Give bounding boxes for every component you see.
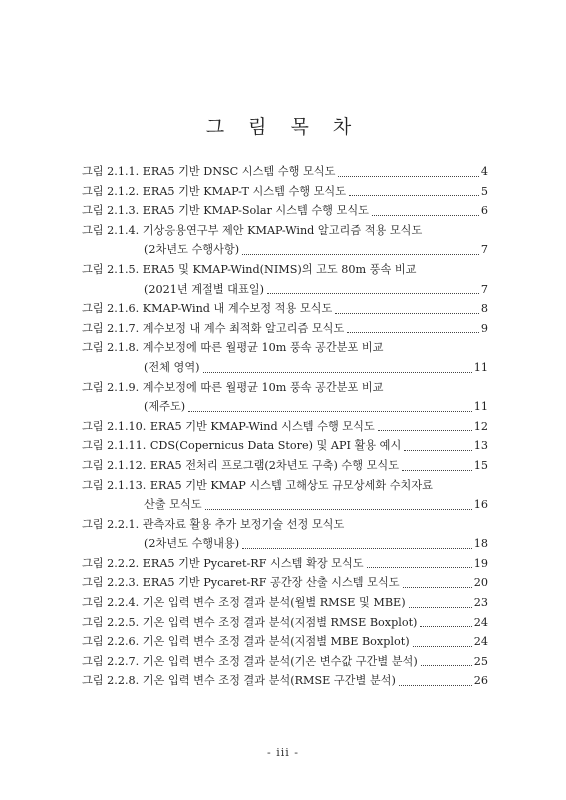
toc-entry-label: 그림 2.1.9. 계수보정에 따른 월평균 10m 풍속 공간분포 비교 bbox=[82, 380, 384, 394]
toc-entry-page-number: 11 bbox=[473, 360, 488, 374]
toc-entry-label: 그림 2.1.4. 기상응용연구부 제안 KMAP-Wind 알고리즘 적용 모식도 bbox=[82, 223, 423, 237]
toc-entry-page-number: 20 bbox=[473, 576, 488, 590]
toc-entry[interactable] bbox=[82, 573, 488, 593]
toc-entry[interactable] bbox=[82, 652, 488, 672]
toc-entry-label: 그림 2.1.8. 계수보정에 따른 월평균 10m 풍속 공간분포 비교 bbox=[82, 341, 384, 355]
toc-entry-label: 그림 2.1.3. ERA5 기반 KMAP-Solar 시스템 수행 모식도 bbox=[82, 204, 369, 218]
dot-leader bbox=[403, 587, 472, 588]
dot-leader bbox=[188, 411, 472, 412]
dot-leader bbox=[338, 176, 479, 177]
toc-entry-label: 그림 2.1.11. CDS(Copernicus Data Store) 및 API 활용 예시 bbox=[82, 439, 402, 453]
toc-entry-continuation: (전체 영역) bbox=[144, 360, 200, 374]
dot-leader bbox=[349, 195, 479, 196]
dot-leader bbox=[203, 372, 472, 373]
toc-entry[interactable] bbox=[82, 260, 488, 299]
toc-entry-page-number: 16 bbox=[473, 498, 488, 512]
dot-leader bbox=[413, 646, 472, 647]
toc-entry-label: 그림 2.2.6. 기온 입력 변수 조정 결과 분석(지점별 MBE Boxplot) bbox=[82, 635, 410, 649]
dot-leader bbox=[242, 254, 479, 255]
page-number-footer: - iii - bbox=[267, 746, 299, 759]
table-of-figures bbox=[82, 162, 488, 691]
toc-entry[interactable] bbox=[82, 613, 488, 633]
toc-entry-page-number: 7 bbox=[480, 243, 488, 257]
page-title: 그 림 목 차 bbox=[205, 116, 361, 138]
dot-leader bbox=[367, 567, 472, 568]
toc-entry-page-number: 9 bbox=[480, 321, 488, 335]
toc-entry[interactable] bbox=[82, 632, 488, 652]
toc-entry-label: 그림 2.1.5. ERA5 및 KMAP-Wind(NIMS)의 고도 80m 풍속 비교 bbox=[82, 262, 417, 276]
toc-entry-page-number: 12 bbox=[473, 419, 488, 433]
dot-leader bbox=[347, 332, 479, 333]
toc-entry[interactable] bbox=[82, 162, 488, 182]
toc-entry-page-number: 18 bbox=[473, 537, 488, 551]
toc-entry[interactable] bbox=[82, 201, 488, 221]
toc-entry-label: 그림 2.1.6. KMAP-Wind 내 계수보정 적용 모식도 bbox=[82, 302, 333, 316]
toc-entry-continuation: 산출 모식도 bbox=[144, 498, 202, 512]
dot-leader bbox=[205, 509, 472, 510]
toc-entry-continuation: (2차년도 수행내용) bbox=[144, 537, 240, 551]
dot-leader bbox=[335, 313, 479, 314]
toc-entry-label: 그림 2.2.4. 기온 입력 변수 조정 결과 분석(월별 RMSE 및 MBE) bbox=[82, 596, 406, 610]
toc-entry-label: 그림 2.1.2. ERA5 기반 KMAP-T 시스템 수행 모식도 bbox=[82, 184, 347, 198]
dot-leader bbox=[402, 470, 472, 471]
dot-leader bbox=[420, 626, 471, 627]
toc-entry-page-number: 24 bbox=[473, 615, 488, 629]
toc-entry-page-number: 24 bbox=[473, 635, 488, 649]
toc-entry[interactable] bbox=[82, 476, 488, 515]
toc-entry-page-number: 15 bbox=[473, 458, 488, 472]
toc-entry-continuation: (2차년도 수행사항) bbox=[144, 243, 240, 257]
toc-entry-label: 그림 2.2.8. 기온 입력 변수 조정 결과 분석(RMSE 구간별 분석) bbox=[82, 674, 396, 688]
toc-entry-page-number: 23 bbox=[473, 596, 488, 610]
toc-entry-page-number: 26 bbox=[473, 674, 488, 688]
toc-entry-label: 그림 2.2.7. 기온 입력 변수 조정 결과 분석(기온 변수값 구간별 분석) bbox=[82, 654, 418, 668]
toc-entry-label: 그림 2.2.5. 기온 입력 변수 조정 결과 분석(지점별 RMSE Boxplot) bbox=[82, 615, 418, 629]
toc-entry-label: 그림 2.2.3. ERA5 기반 Pycaret-RF 공간장 산출 시스템 모식도 bbox=[82, 576, 400, 590]
dot-leader bbox=[409, 607, 472, 608]
toc-entry[interactable] bbox=[82, 378, 488, 417]
toc-entry[interactable] bbox=[82, 319, 488, 339]
toc-entry[interactable] bbox=[82, 436, 488, 456]
toc-entry-continuation: (제주도) bbox=[144, 400, 186, 414]
toc-entry-label: 그림 2.1.1. ERA5 기반 DNSC 시스템 수행 모식도 bbox=[82, 165, 336, 178]
dot-leader bbox=[242, 548, 472, 549]
toc-entry[interactable] bbox=[82, 221, 488, 260]
toc-entry[interactable] bbox=[82, 593, 488, 613]
toc-entry[interactable] bbox=[82, 417, 488, 437]
toc-entry[interactable] bbox=[82, 456, 488, 476]
toc-entry[interactable] bbox=[82, 515, 488, 554]
toc-entry-page-number: 4 bbox=[480, 165, 488, 178]
toc-entry[interactable] bbox=[82, 182, 488, 202]
toc-entry-label: 그림 2.1.10. ERA5 기반 KMAP-Wind 시스템 수행 모식도 bbox=[82, 419, 375, 433]
toc-entry[interactable] bbox=[82, 338, 488, 377]
toc-entry[interactable] bbox=[82, 299, 488, 319]
toc-entry-label: 그림 2.1.12. ERA5 전처리 프로그램(2차년도 구축) 수행 모식도 bbox=[82, 458, 400, 472]
toc-entry-label: 그림 2.1.13. ERA5 기반 KMAP 시스템 고해상도 규모상세화 수치자료 bbox=[82, 478, 433, 492]
toc-entry-page-number: 8 bbox=[480, 302, 488, 316]
toc-entry-page-number: 19 bbox=[473, 556, 488, 570]
toc-entry-continuation: (2021년 계절별 대표일) bbox=[144, 282, 264, 296]
toc-entry[interactable] bbox=[82, 554, 488, 574]
toc-entry[interactable] bbox=[82, 671, 488, 691]
toc-entry-page-number: 7 bbox=[480, 282, 488, 296]
toc-entry-page-number: 13 bbox=[473, 439, 488, 453]
dot-leader bbox=[267, 293, 479, 294]
dot-leader bbox=[372, 215, 479, 216]
toc-entry-page-number: 6 bbox=[480, 204, 488, 218]
toc-entry-label: 그림 2.2.1. 관측자료 활용 추가 보정기술 선정 모식도 bbox=[82, 517, 345, 531]
toc-entry-page-number: 11 bbox=[473, 400, 488, 414]
toc-entry-label: 그림 2.2.2. ERA5 기반 Pycaret-RF 시스템 확장 모식도 bbox=[82, 556, 364, 570]
dot-leader bbox=[378, 430, 472, 431]
dot-leader bbox=[421, 665, 472, 666]
toc-entry-page-number: 5 bbox=[480, 184, 488, 198]
dot-leader bbox=[399, 685, 472, 686]
toc-entry-page-number: 25 bbox=[473, 654, 488, 668]
toc-entry-label: 그림 2.1.7. 계수보정 내 계수 최적화 알고리즘 모식도 bbox=[82, 321, 345, 335]
dot-leader bbox=[404, 450, 471, 451]
